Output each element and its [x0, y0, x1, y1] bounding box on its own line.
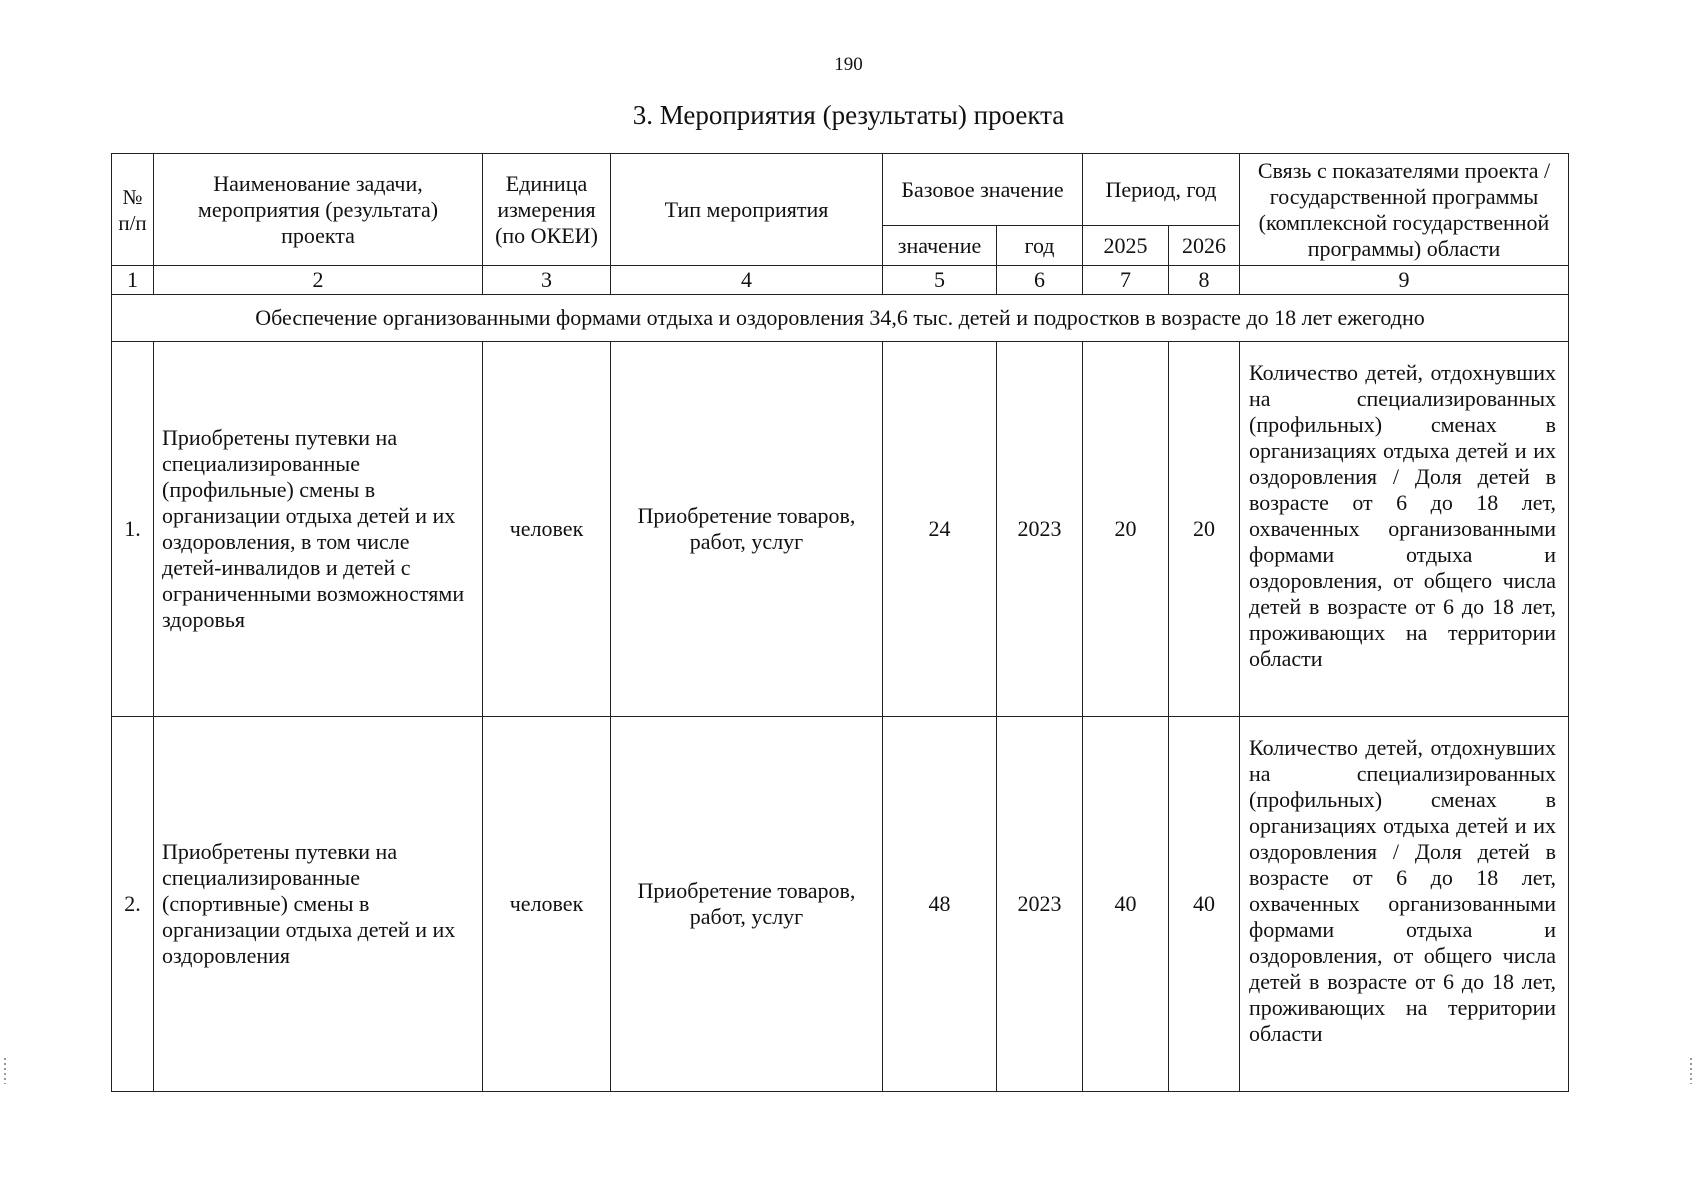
header-period: Период, год [1083, 154, 1240, 226]
column-index: 6 [997, 266, 1083, 295]
column-index: 1 [112, 266, 154, 295]
row-link: Количество детей, отдохнувших на специализированных (профильных) сменах в организациях отдыха детей и их оздоровления / Доля детей в возрасте от 6 до 18 лет, охваченных организованными формами отдыха и оздоровления, от общего числа детей в возрасте от 6 до 18 лет, проживающих на территории области [1240, 342, 1569, 717]
column-index: 8 [1169, 266, 1240, 295]
header-unit: Единица измерения (по ОКЕИ) [483, 154, 611, 266]
section-title: 3. Мероприятия (результаты) проекта [632, 100, 1065, 130]
row-value-2026: 40 [1169, 717, 1240, 1092]
row-value-2025: 40 [1083, 717, 1169, 1092]
events-table [111, 153, 1569, 1092]
column-index-row [112, 266, 1569, 295]
row-name: Приобретены путевки на специализированные (профильные) смены в организации отдыха детей и их оздоровления, в том числе детей-инвалидов и детей с ограниченными возможностями здоровья [154, 342, 483, 717]
header-base-value: значение [883, 226, 997, 266]
row-unit: человек [483, 342, 611, 717]
column-index: 7 [1083, 266, 1169, 295]
header-row-top [112, 154, 1569, 226]
header-year-2026: 2026 [1169, 226, 1240, 266]
row-base-year: 2023 [997, 342, 1083, 717]
row-num: 2. [112, 717, 154, 1092]
column-index: 5 [883, 266, 997, 295]
row-type: Приобретение товаров, работ, услуг [611, 342, 883, 717]
column-index: 9 [1240, 266, 1569, 295]
scan-edge-mark-left [4, 1058, 6, 1084]
page-number: 190 [834, 54, 863, 75]
row-base-year: 2023 [997, 717, 1083, 1092]
scan-edge-mark-right [1690, 1058, 1692, 1084]
header-name: Наименование задачи, мероприятия (результата) проекта [154, 154, 483, 266]
column-index: 3 [483, 266, 611, 295]
column-index: 4 [611, 266, 883, 295]
section-heading: Обеспечение организованными формами отдыха и оздоровления 34,6 тыс. детей и подростков в возрасте до 18 лет ежегодно [112, 295, 1569, 342]
header-year-2025: 2025 [1083, 226, 1169, 266]
row-type: Приобретение товаров, работ, услуг [611, 717, 883, 1092]
header-num: № п/п [112, 154, 154, 266]
row-link: Количество детей, отдохнувших на специализированных (профильных) сменах в организациях отдыха детей и их оздоровления / Доля детей в возрасте от 6 до 18 лет, охваченных организованными формами отдыха и оздоровления, от общего числа детей в возрасте от 6 до 18 лет, проживающих на территории области [1240, 717, 1569, 1092]
header-type: Тип мероприятия [611, 154, 883, 266]
header-base: Базовое значение [883, 154, 1083, 226]
header-link: Связь с показателями проекта / государственной программы (комплексной государственной программы) области [1240, 154, 1569, 266]
row-value-2026: 20 [1169, 342, 1240, 717]
section-heading-row [112, 295, 1569, 342]
row-value-2025: 20 [1083, 342, 1169, 717]
row-base-value: 24 [883, 342, 997, 717]
column-index: 2 [154, 266, 483, 295]
header-base-year: год [997, 226, 1083, 266]
row-num: 1. [112, 342, 154, 717]
row-base-value: 48 [883, 717, 997, 1092]
table-row [112, 717, 1569, 1092]
table-row [112, 342, 1569, 717]
row-name: Приобретены путевки на специализированные (спортивные) смены в организации отдыха детей и их оздоровления [154, 717, 483, 1092]
row-unit: человек [483, 717, 611, 1092]
